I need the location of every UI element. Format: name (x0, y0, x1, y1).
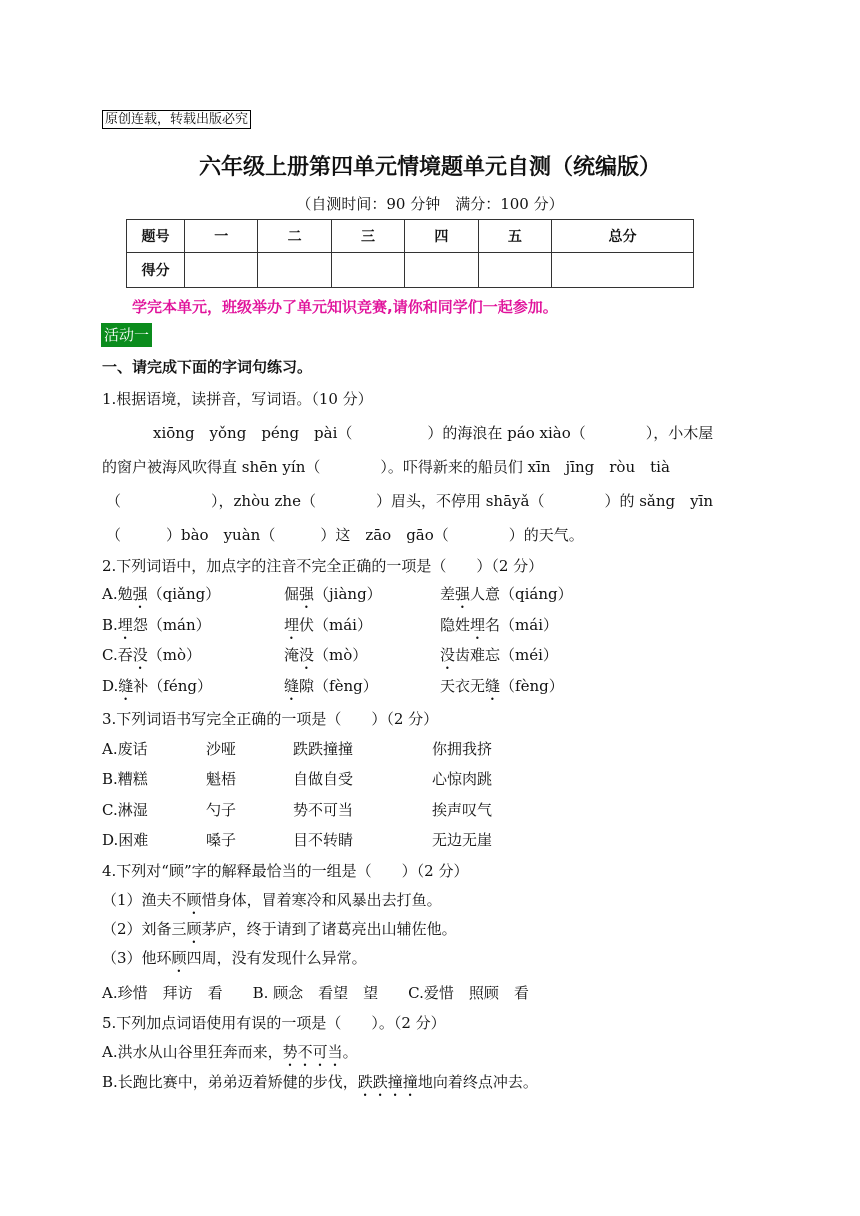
option-label: A. (102, 585, 118, 603)
section-heading: 一、请完成下面的字词句练习。 (102, 358, 313, 376)
option-word: A.废话 (102, 740, 148, 758)
dotted-char: 缝 (284, 677, 300, 695)
score-input-cell[interactable] (185, 253, 258, 288)
dotted-char: 没 (440, 646, 456, 664)
sentence-item (102, 889, 442, 918)
sentence-item (102, 947, 367, 976)
intro-text: 学完本单元，班级举办了单元知识竞赛,请你和同学们一起参加。 (132, 298, 558, 316)
score-input-cell[interactable] (258, 253, 331, 288)
option-word (284, 583, 382, 612)
activity-label: 活动一 (101, 323, 152, 347)
dotted-char: 强 (455, 585, 471, 603)
option-label: B. (102, 616, 118, 634)
word-text: 差 (440, 585, 456, 603)
option-word: 跌跌撞撞 (293, 740, 354, 758)
option-label: C. (102, 646, 118, 664)
question-text-line: 的窗户被海风吹得直 shēn yín（ ）。吓得新来的船员们 xīn jīng ròu tià (102, 458, 670, 476)
pinyin-text: 人意（qiáng） (470, 585, 573, 603)
option-row (102, 583, 220, 612)
option-word: 勺子 (206, 801, 237, 819)
word-text: 吞 (117, 646, 133, 664)
pinyin-text: 伏（mái） (299, 616, 372, 634)
sentence-text: 茅庐，终于请到了诸葛亮出山辅佐他。 (201, 920, 457, 938)
option-word: 嗓子 (206, 831, 237, 849)
dotted-char: 顾 (186, 891, 202, 909)
sentence-text: 惜身体，冒着寒冷和风暴出去打鱼。 (201, 891, 442, 909)
sentence-text: 地向着终点冲去。 (417, 1073, 538, 1091)
pinyin-text: （qiǎng） (147, 585, 221, 603)
dotted-char: 埋 (470, 616, 486, 634)
score-input-cell[interactable] (478, 253, 551, 288)
score-cell: 四 (405, 220, 478, 253)
sentence-text: （2）刘备三 (102, 920, 187, 938)
pinyin-text: （mò） (147, 646, 202, 664)
sentence-text: B.长跑比赛中，弟弟迈着矫健的步伐， (102, 1073, 358, 1091)
option-word (440, 614, 558, 643)
option-word: D.困难 (102, 831, 149, 849)
score-cell: 总分 (552, 220, 694, 253)
question-stem: 5.下列加点词语使用有误的一项是（ ）。（2 分） (102, 1014, 446, 1032)
pinyin-text: 齿难忘（méi） (455, 646, 558, 664)
option-word (440, 644, 558, 673)
option-word: 心惊肉跳 (432, 770, 493, 788)
answer-option (102, 1071, 538, 1100)
score-input-cell[interactable] (405, 253, 478, 288)
dotted-char: 强 (132, 585, 148, 603)
page-title: 六年级上册第四单元情境题单元自测（统编版） (198, 155, 661, 180)
score-cell: 二 (258, 220, 331, 253)
sentence-text: （1）渔夫不 (102, 891, 187, 909)
question-stem: 1.根据语境，读拼音，写词语。（10 分） (102, 390, 373, 408)
score-table (126, 219, 694, 288)
word-text: 勉 (117, 585, 133, 603)
question-stem: 2.下列词语中，加点字的注音不完全正确的一项是（ ）（2 分） (102, 557, 544, 575)
option-label: D. (102, 677, 119, 695)
score-cell: 题号 (127, 220, 185, 253)
option-word (440, 675, 564, 704)
option-word: 无边无崖 (432, 831, 493, 849)
word-text: 淹 (284, 646, 300, 664)
score-cell: 一 (185, 220, 258, 253)
option-word: 自做自受 (293, 770, 354, 788)
question-stem: 4.下列对“顾”字的解释最恰当的一组是（ ）（2 分） (102, 862, 469, 880)
option-word (284, 675, 378, 704)
pinyin-text: （mò） (314, 646, 368, 664)
option-word (440, 583, 573, 612)
dotted-char: 顾 (186, 920, 202, 938)
dotted-phrase: 跌跌撞撞 (357, 1073, 418, 1091)
dotted-char: 埋 (284, 616, 300, 634)
sentence-text: A.洪水从山谷里狂奔而来， (102, 1043, 283, 1061)
option-word: 目不转睛 (293, 831, 354, 849)
copyright-notice: 原创连载，转载出版必究 (102, 110, 251, 129)
answer-option (102, 1041, 358, 1070)
dotted-char: 没 (132, 646, 148, 664)
option-word: 你拥我挤 (432, 740, 493, 758)
sentence-text: （3）他环 (102, 949, 172, 967)
dotted-char: 顾 (171, 949, 187, 967)
option-row (102, 675, 212, 704)
pinyin-text: 隙（fèng） (299, 677, 378, 695)
option-word: 魁梧 (206, 770, 237, 788)
dotted-char: 强 (299, 585, 315, 603)
word-text: 隐姓 (440, 616, 471, 634)
pinyin-text: 怨（mán） (132, 616, 211, 634)
option-row (102, 644, 201, 673)
score-input-cell[interactable] (552, 253, 694, 288)
question-text-line: （ ），zhòu zhe（ ）眉头，不停用 shāyǎ（ ）的 sǎng yīn (106, 492, 714, 510)
score-table-score-row (127, 253, 694, 288)
score-table-header-row (127, 220, 694, 253)
option-word: 势不可当 (293, 801, 354, 819)
question-text-line: xiōng yǒng péng pài（ ）的海浪在 páo xiào（ ），小木屋 (153, 424, 714, 442)
dotted-char: 缝 (485, 677, 501, 695)
option-word: 挨声叹气 (432, 801, 493, 819)
dotted-char: 没 (299, 646, 315, 664)
option-word (284, 614, 372, 643)
option-word (284, 644, 367, 673)
dotted-char: 缝 (118, 677, 134, 695)
word-text: 倔 (284, 585, 300, 603)
sentence-text: 。 (342, 1043, 358, 1061)
score-cell: 得分 (127, 253, 185, 288)
word-text: 天衣无 (440, 677, 486, 695)
pinyin-text: 名（mái） (485, 616, 558, 634)
exam-subtitle: （自测时间：90 分钟 满分：100 分） (296, 195, 564, 213)
score-cell: 三 (331, 220, 404, 253)
question-text-line: （ ）bào yuàn（ ）这 zāo gāo（ ）的天气。 (106, 526, 584, 544)
pinyin-text: 补（féng） (133, 677, 212, 695)
question-stem: 3.下列词语书写完全正确的一项是（ ）（2 分） (102, 710, 439, 728)
score-cell: 五 (478, 220, 551, 253)
score-input-cell[interactable] (331, 253, 404, 288)
dotted-phrase: 势不可当 (282, 1043, 343, 1061)
pinyin-text: （jiàng） (314, 585, 382, 603)
answer-options: A.珍惜 拜访 看 B. 顾念 看望 望 C.爱惜 照顾 看 (102, 984, 529, 1002)
option-word: C.淋湿 (102, 801, 148, 819)
sentence-text: 四周，没有发现什么异常。 (186, 949, 367, 967)
option-word: 沙哑 (206, 740, 237, 758)
sentence-item (102, 918, 457, 947)
option-word: B.糟糕 (102, 770, 148, 788)
dotted-char: 埋 (117, 616, 133, 634)
pinyin-text: （fèng） (500, 677, 564, 695)
option-row (102, 614, 211, 643)
